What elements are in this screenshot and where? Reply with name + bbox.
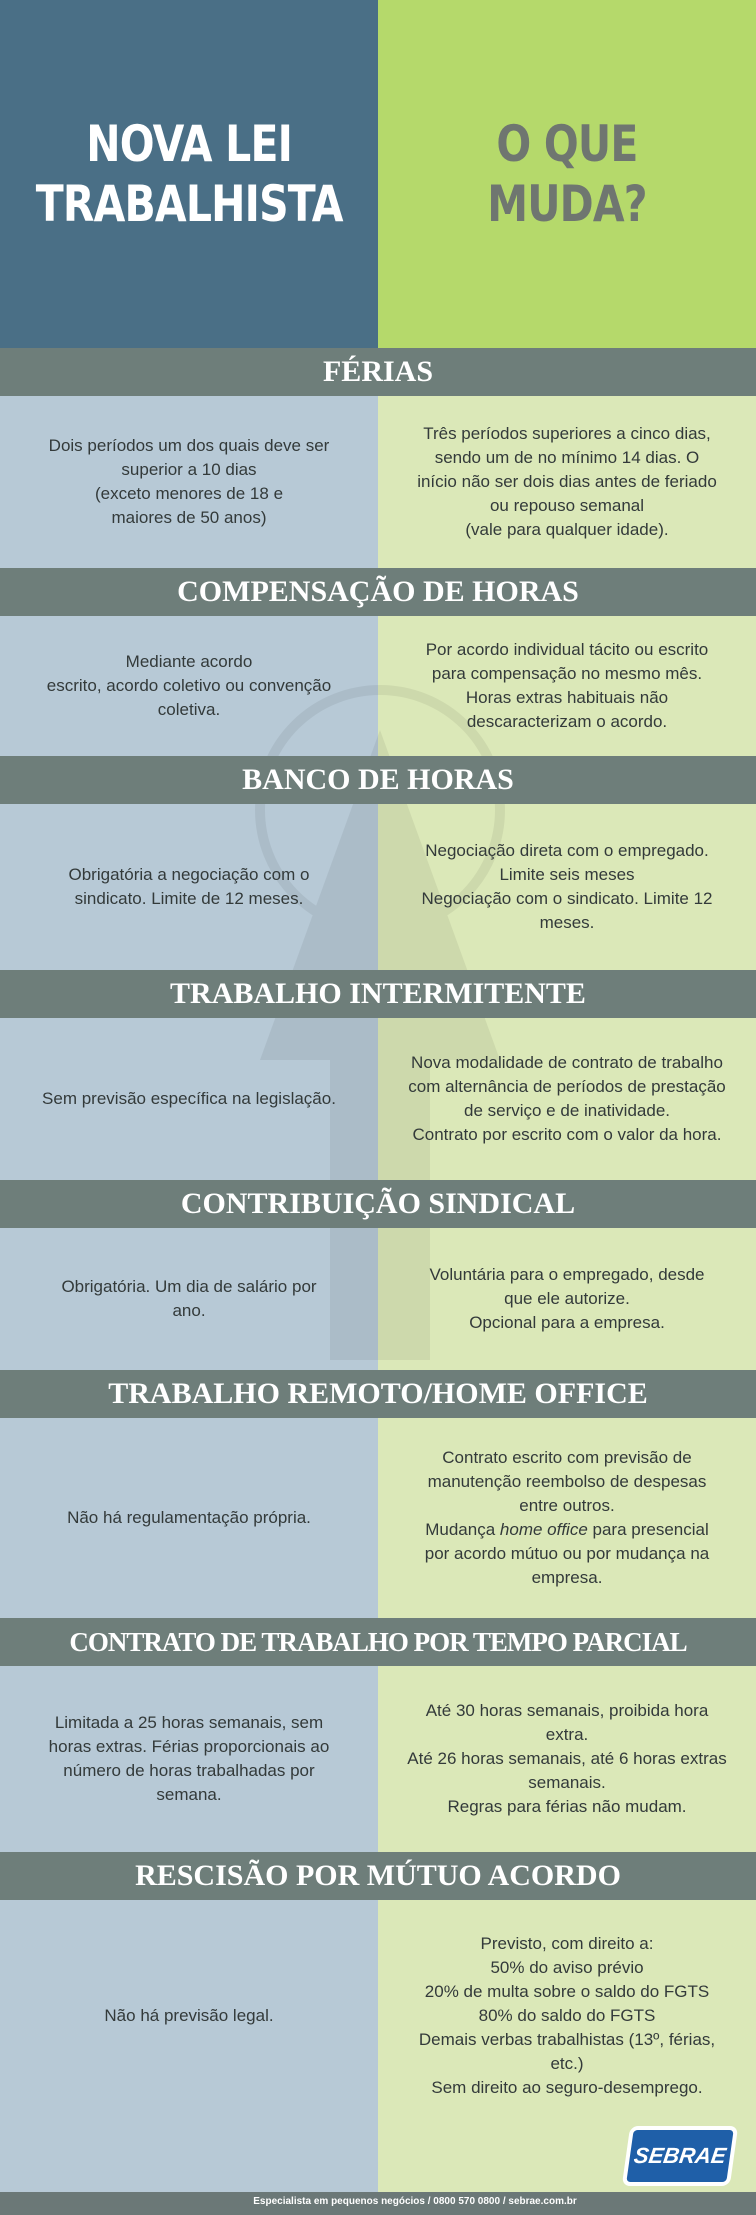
section-band-home-office <box>0 1370 756 1418</box>
header-left-panel <box>0 0 378 348</box>
cell-new-ferias <box>378 396 756 568</box>
cell-text: Não há regulamentação própria. <box>67 1508 311 1527</box>
section-title: TRABALHO REMOTO/HOME OFFICE <box>108 1377 648 1410</box>
cell-text: Três períodos superiores a cinco dias, sendo um de no mínimo 14 dias. O início não ser dois dias antes de feriado ou repouso semanal (vale para qualquer idade). <box>417 424 717 539</box>
cell-old-rescisao <box>0 1900 378 2132</box>
footer-contact-text: Especialista em pequenos negócios / 0800 570 0800 / sebrae.com.br <box>253 2196 577 2207</box>
cell-text: Até 30 horas semanais, proibida hora extra. Até 26 horas semanais, até 6 horas extras semanais. Regras para férias não mudam. <box>407 1701 727 1816</box>
cell-old-contribuicao <box>0 1228 378 1370</box>
cell-old-banco-horas <box>0 804 378 970</box>
cell-old-ferias <box>0 396 378 568</box>
section-band-banco-horas <box>0 756 756 804</box>
main-title: NOVA LEI TRABALHISTA <box>35 115 343 233</box>
cell-new-compensacao <box>378 616 756 756</box>
cell-new-banco-horas <box>378 804 756 970</box>
cell-new-home-office <box>378 1418 756 1618</box>
cell-text: Não há previsão legal. <box>104 2006 274 2025</box>
section-title: COMPENSAÇÃO DE HORAS <box>177 575 579 608</box>
cell-text: Obrigatória a negociação com o sindicato. Limite de 12 meses. <box>68 865 310 908</box>
subtitle-question: O QUE MUDA? <box>487 115 647 233</box>
cell-old-intermitente <box>0 1018 378 1180</box>
section-band-ferias <box>0 348 756 396</box>
section-band-tempo-parcial <box>0 1618 756 1666</box>
section-band-contribuicao <box>0 1180 756 1228</box>
cell-text: Obrigatória. Um dia de salário por ano. <box>61 1277 317 1320</box>
section-title: CONTRIBUIÇÃO SINDICAL <box>180 1187 576 1220</box>
cell-text: Voluntária para o empregado, desde que ele autorize. Opcional para a empresa. <box>429 1265 705 1332</box>
cell-text: Negociação direta com o empregado. Limite seis meses Negociação com o sindicato. Limite 12 meses. <box>421 841 713 932</box>
section-title: TRABALHO INTERMITENTE <box>170 977 586 1010</box>
section-title: FÉRIAS <box>322 355 434 388</box>
cell-old-compensacao <box>0 616 378 756</box>
cell-new-tempo-parcial <box>378 1666 756 1852</box>
cell-text: Previsto, com direito a: 50% do aviso prévio 20% de multa sobre o saldo do FGTS 80% do saldo do FGTS Demais verbas trabalhistas (13º, férias, etc.) Sem direito ao seguro-desemprego. <box>418 1934 716 2097</box>
cell-new-intermitente <box>378 1018 756 1180</box>
sebrae-logo: SEBRAE <box>626 2130 733 2182</box>
cell-text: Nova modalidade de contrato de trabalho com alternância de períodos de prestação de serviço e de inatividade. Contrato por escrito com o valor da hora. <box>408 1053 726 1144</box>
section-title: CONTRATO DE TRABALHO POR TEMPO PARCIAL <box>69 1626 687 1657</box>
section-band-compensacao <box>0 568 756 616</box>
cell-text: Dois períodos um dos quais deve ser superior a 10 dias (exceto menores de 18 e maiores de 50 anos) <box>48 436 330 527</box>
section-title: BANCO DE HORAS <box>242 763 514 796</box>
section-band-rescisao <box>0 1852 756 1900</box>
cell-text: Por acordo individual tácito ou escrito para compensação no mesmo mês. Horas extras habituais não descaracterizam o acordo. <box>425 640 709 731</box>
cell-text: Sem previsão específica na legislação. <box>42 1089 336 1108</box>
cell-old-tempo-parcial <box>0 1666 378 1852</box>
cell-old-home-office <box>0 1418 378 1618</box>
header-right-panel <box>378 0 756 348</box>
cell-text: Mediante acordo escrito, acordo coletivo ou convenção coletiva. <box>46 652 332 719</box>
cell-text: Limitada a 25 horas semanais, sem horas extras. Férias proporcionais ao número de horas trabalhadas por semana. <box>48 1713 330 1804</box>
section-band-intermitente <box>0 970 756 1018</box>
section-title: RESCISÃO POR MÚTUO ACORDO <box>135 1859 621 1892</box>
cell-text: Contrato escrito com previsão de manutenção reembolso de despesas entre outros. Mudança home office para presencial por acordo mútuo ou por mudança na empresa. <box>424 1448 710 1587</box>
cell-new-contribuicao <box>378 1228 756 1370</box>
cell-new-rescisao <box>378 1900 756 2132</box>
